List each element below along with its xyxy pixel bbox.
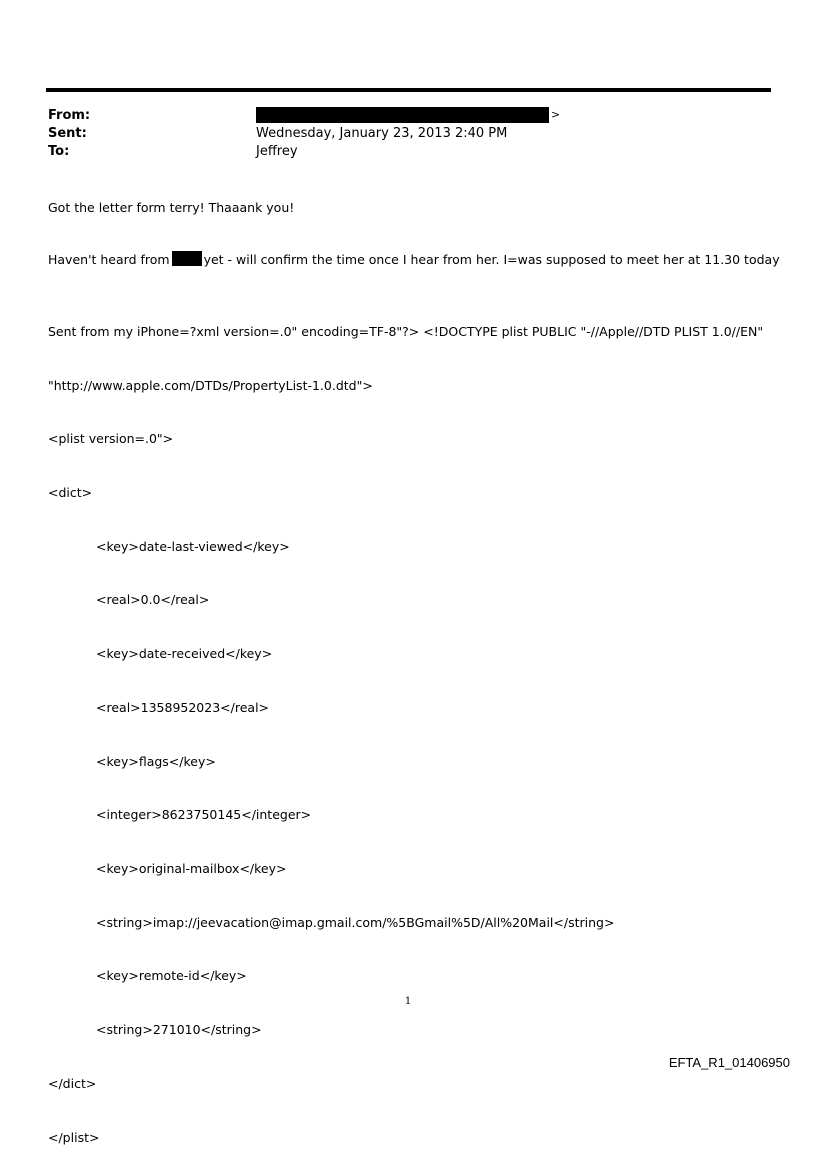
dict-entry: <key>date-received</key> bbox=[96, 646, 273, 662]
plist-block bbox=[48, 287, 763, 1164]
dict-close-tag: </dict> bbox=[48, 1075, 97, 1091]
message-line-2-end: yet - will confirm the time once I hear from her. I=was supposed to meet her at 11.30 today bbox=[203, 252, 780, 267]
dict-entry: <string>imap://jeevacation@imap.gmail.com/%5BGmail%5D/All%20Mail</string> bbox=[96, 914, 615, 930]
inline-redaction-block bbox=[172, 251, 202, 266]
plist-header-line-1: Sent from my iPhone=?xml version=.0" encoding=TF-8"?> <!DOCTYPE plist PUBLIC "-//Apple//DTD PLIST 1.0//EN" bbox=[48, 323, 764, 339]
plist-close-tag: </plist> bbox=[48, 1129, 100, 1145]
redaction-block bbox=[256, 107, 549, 123]
dict-entry: <real>1358952023</real> bbox=[96, 699, 270, 715]
dict-entry: <key>flags</key> bbox=[96, 753, 216, 769]
sent-label: Sent: bbox=[48, 126, 87, 141]
page-number: 1 bbox=[404, 996, 412, 1007]
plist-open-tag: <plist version=.0"> bbox=[48, 431, 174, 447]
header-rule bbox=[46, 88, 771, 92]
message-line-2-start: Haven't heard from bbox=[48, 252, 170, 267]
dict-entry: <integer>8623750145</integer> bbox=[96, 807, 312, 823]
to-label: To: bbox=[48, 144, 70, 159]
dict-open-tag: <dict> bbox=[48, 484, 93, 500]
message-line-1: Got the letter form terry! Thaaank you! bbox=[48, 200, 295, 215]
document-id: EFTA_R1_01406950 bbox=[668, 1055, 790, 1070]
message-line-2 bbox=[48, 251, 780, 268]
sent-value: Wednesday, January 23, 2013 2:40 PM bbox=[256, 126, 508, 141]
dict-entry: <real>0.0</real> bbox=[96, 592, 210, 608]
from-suffix: > bbox=[551, 108, 561, 121]
dict-entry: <key>original-mailbox</key> bbox=[96, 861, 287, 876]
from-label: From: bbox=[48, 108, 91, 123]
dict-entry: <key>date-last-viewed</key> bbox=[96, 538, 290, 554]
to-value: Jeffrey bbox=[256, 144, 298, 159]
plist-header-line-2: "http://www.apple.com/DTDs/PropertyList-1.0.dtd"> bbox=[48, 377, 373, 393]
dict-entry: <string>271010</string> bbox=[96, 1022, 262, 1038]
dict-entry: <key>remote-id</key> bbox=[96, 968, 247, 984]
